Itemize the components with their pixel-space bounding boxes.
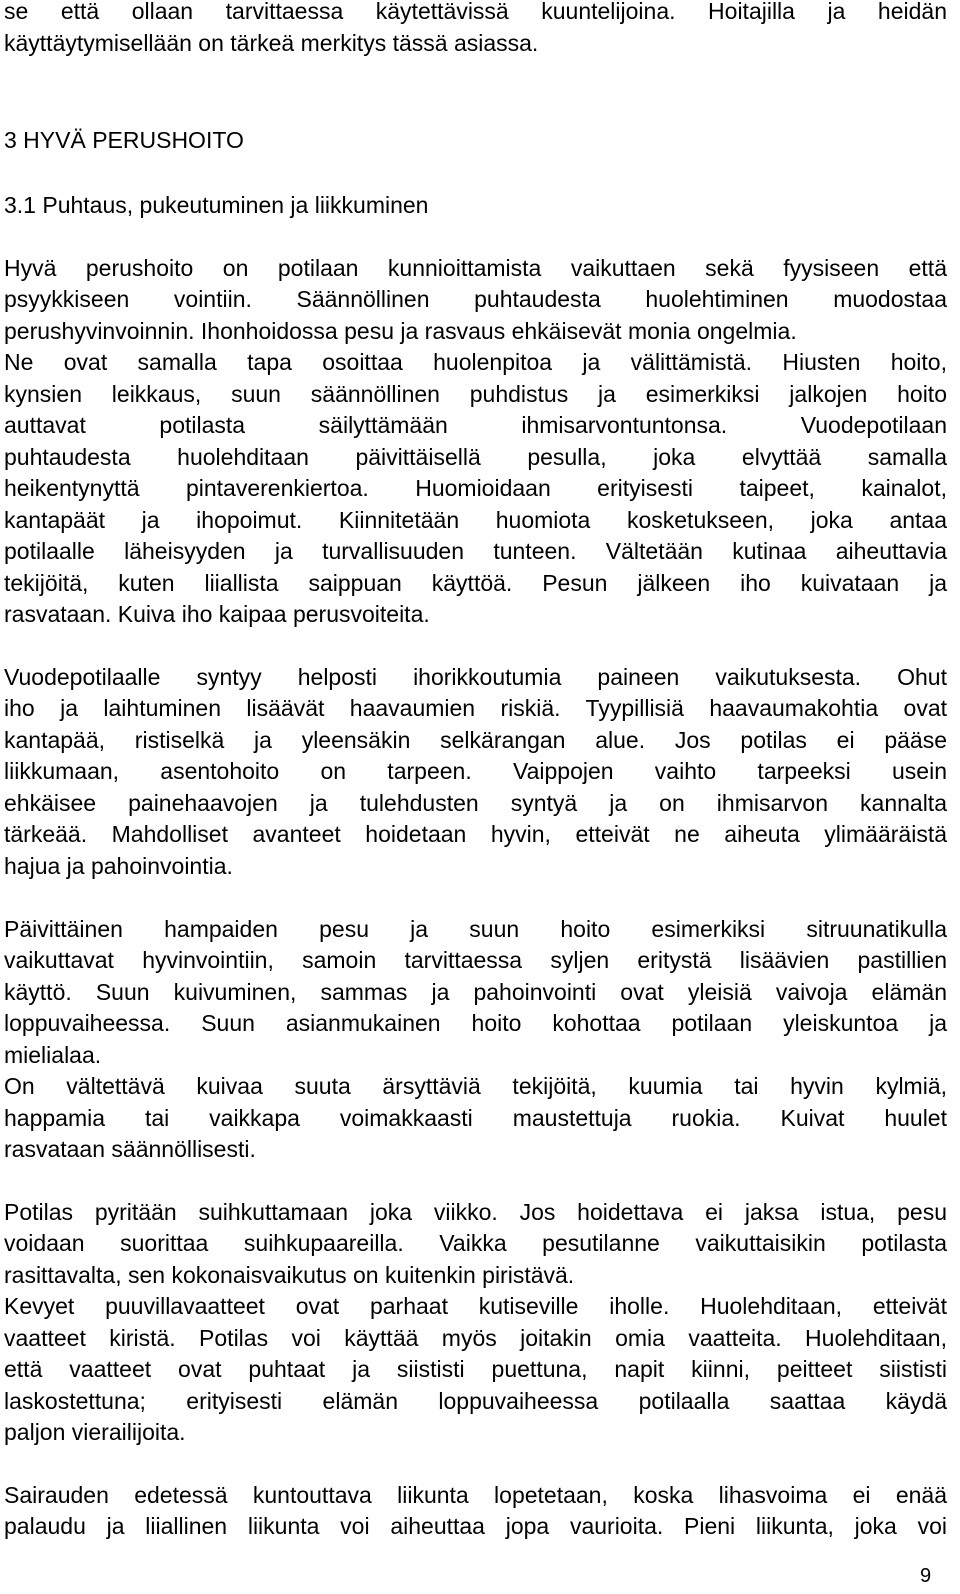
text-line: kynsien leikkaus, suun säännöllinen puhdistus ja esimerkiksi jalkojen hoito	[4, 381, 947, 407]
text-line: käyttäytymisellään on tärkeä merkitys tässä asiassa.	[4, 30, 539, 56]
text-line: tärkeää. Mahdolliset avanteet hoidetaan hyvin, etteivät ne aiheuta ylimääräistä	[4, 821, 947, 847]
text-line: paljon vierailijoita.	[4, 1419, 186, 1445]
text-line: Vuodepotilaalle syntyy helposti ihorikkoutumia paineen vaikutuksesta. Ohut	[4, 664, 947, 690]
text-line: ehkäisee painehaavojen ja tulehdusten syntyä ja on ihmisarvon kannalta	[4, 790, 947, 816]
page-number: 9	[920, 1565, 932, 1587]
text-line: vaatteet kiristä. Potilas voi käyttää myös joitakin omia vaatteita. Huolehditaan,	[4, 1325, 947, 1351]
section-heading: 3 HYVÄ PERUSHOITO	[4, 127, 244, 153]
text-line: voidaan suorittaa suihkupaareilla. Vaikka pesutilanne vaikuttaisikin potilasta	[4, 1230, 947, 1256]
text-line: Hyvä perushoito on potilaan kunnioittamista vaikuttaen sekä fyysiseen että	[4, 255, 947, 281]
text-line: kantapää, ristiselkä ja yleensäkin selkärangan alue. Jos potilas ei pääse	[4, 727, 947, 753]
text-line: Päivittäinen hampaiden pesu ja suun hoito esimerkiksi sitruunatikulla	[4, 916, 947, 942]
text-line: laskostettuna; erityisesti elämän loppuvaiheessa potilaalla saattaa käydä	[4, 1388, 947, 1414]
text-line: mielialaa.	[4, 1042, 102, 1068]
text-line: potilaalle läheisyyden ja turvallisuuden tunteen. Vältetään kutinaa aiheuttavia	[4, 538, 947, 564]
text-line: että vaatteet ovat puhtaat ja siististi puettuna, napit kiinni, peitteet siististi	[4, 1356, 947, 1382]
text-line: heikentynyttä pintaverenkiertoa. Huomioidaan erityisesti taipeet, kainalot,	[4, 475, 947, 501]
text-line: Sairauden edetessä kuntouttava liikunta lopetetaan, koska lihasvoima ei enää	[4, 1482, 947, 1508]
text-line: Ne ovat samalla tapa osoittaa huolenpitoa ja välittämistä. Hiusten hoito,	[4, 349, 947, 375]
text-line: rasvataan säännöllisesti.	[4, 1136, 256, 1162]
text-line: iho ja laihtuminen lisäävät haavaumien riskiä. Tyypillisiä haavaumakohtia ovat	[4, 695, 947, 721]
text-line: rasvataan. Kuiva iho kaipaa perusvoiteita.	[4, 601, 430, 627]
text-line: psyykkiseen vointiin. Säännöllinen puhtaudesta huolehtiminen muodostaa	[4, 286, 947, 312]
text-line: rasittavalta, sen kokonaisvaikutus on kuitenkin piristävä.	[4, 1262, 575, 1288]
text-line: liikkumaan, asentohoito on tarpeen. Vaippojen vaihto tarpeeksi usein	[4, 758, 947, 784]
subsection-heading: 3.1 Puhtaus, pukeutuminen ja liikkuminen	[4, 192, 429, 218]
text-line: käyttö. Suun kuivuminen, sammas ja pahoinvointi ovat yleisiä vaivoja elämän	[4, 979, 947, 1005]
text-line: loppuvaiheessa. Suun asianmukainen hoito kohottaa potilaan yleiskuntoa ja	[4, 1010, 947, 1036]
text-line: Potilas pyritään suihkuttamaan joka viikko. Jos hoidettava ei jaksa istua, pesu	[4, 1199, 947, 1225]
text-line: hajua ja pahoinvointia.	[4, 853, 233, 879]
text-line: vaikuttavat hyvinvointiin, samoin tarvittaessa syljen eritystä lisäävien pastillien	[4, 947, 947, 973]
text-line: tekijöitä, kuten liiallista saippuan käyttöä. Pesun jälkeen iho kuivataan ja	[4, 570, 947, 596]
text-line: puhtaudesta huolehditaan päivittäisellä pesulla, joka elvyttää samalla	[4, 444, 947, 470]
text-line: On vältettävä kuivaa suuta ärsyttäviä tekijöitä, kuumia tai hyvin kylmiä,	[4, 1073, 947, 1099]
text-line: happamia tai vaikkapa voimakkaasti maustettuja ruokia. Kuivat huulet	[4, 1105, 947, 1131]
text-line: Kevyet puuvillavaatteet ovat parhaat kutiseville iholle. Huolehditaan, etteivät	[4, 1293, 947, 1319]
text-line: palaudu ja liiallinen liikunta voi aiheuttaa jopa vaurioita. Pieni liikunta, joka voi	[4, 1513, 947, 1539]
text-line: perushyvinvoinnin. Ihonhoidossa pesu ja rasvaus ehkäisevät monia ongelmia.	[4, 318, 797, 344]
text-line: kantapäät ja ihopoimut. Kiinnitetään huomiota kosketukseen, joka antaa	[4, 507, 947, 533]
text-line: se että ollaan tarvittaessa käytettävissä kuuntelijoina. Hoitajilla ja heidän	[4, 0, 947, 24]
text-line: auttavat potilasta säilyttämään ihmisarvontuntonsa. Vuodepotilaan	[4, 412, 947, 438]
